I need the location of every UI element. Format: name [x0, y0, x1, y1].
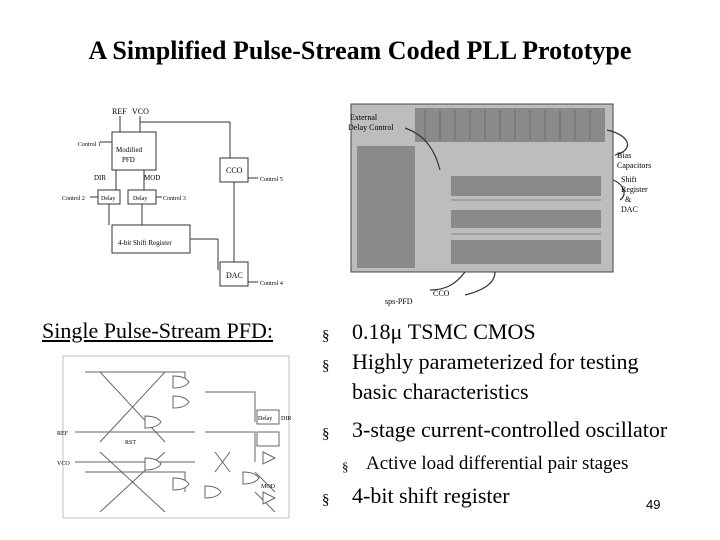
dac-label: DAC — [226, 271, 243, 280]
bullet-marker: § — [342, 459, 349, 474]
control3-label: Control 3 — [163, 196, 186, 202]
external-label: External — [350, 113, 378, 122]
pfd-delay-label: Delay — [258, 416, 273, 422]
dac-chip-label: DAC — [621, 205, 638, 214]
bullet-marker: § — [322, 426, 330, 442]
bullet-text: 3-stage current-controlled oscillator — [352, 417, 668, 442]
bullet-text: Highly parameterized for testing — [352, 349, 639, 374]
bias-label: Bias — [617, 151, 632, 160]
vco-label: VCO — [132, 107, 149, 116]
register-label: Register — [621, 185, 648, 194]
shift-label: Shift — [621, 175, 637, 184]
cco-label: CCO — [226, 166, 243, 175]
control1-label: Control 1 — [78, 142, 101, 148]
page-number: 49 — [646, 497, 661, 512]
mod-label: MOD — [144, 174, 161, 182]
pfd-rst-label: RST — [125, 440, 137, 446]
delay-a-label: Delay — [101, 196, 116, 202]
delay-control-label: Delay Control — [348, 123, 394, 132]
pfd-mod-label: MOD — [261, 484, 276, 490]
pfd-caption: Single Pulse-Stream PFD: — [42, 318, 274, 343]
dir-label: DIR — [94, 174, 107, 182]
bullet-marker: § — [322, 492, 330, 508]
chip-layout-image — [345, 100, 655, 310]
pfd-vco-label: VCO — [57, 461, 70, 467]
control5-label: Control 5 — [260, 177, 283, 183]
sub-bullet-text: Active load differential pair stages — [366, 453, 629, 474]
cco-chip-label: CCO — [433, 289, 450, 298]
delay-b-label: Delay — [133, 196, 148, 202]
pfd-ref-label: REF — [57, 431, 69, 437]
ref-label: REF — [112, 107, 127, 116]
modified-pfd-label: Modified — [116, 146, 143, 154]
control4-label: Control 4 — [260, 281, 283, 287]
bullet-text: 0.18μ TSMC CMOS — [352, 319, 536, 344]
bullet-marker: § — [322, 328, 330, 344]
bullet-marker: § — [322, 358, 330, 374]
bullet-text-continuation: basic characteristics — [352, 379, 529, 404]
ampersand-label: & — [625, 195, 632, 204]
control2-label: Control 2 — [62, 196, 85, 202]
slide-title: A Simplified Pulse-Stream Coded PLL Prototype — [88, 36, 632, 65]
bullet-text: 4-bit shift register — [352, 483, 510, 508]
pfd-schematic — [55, 352, 295, 522]
pll-block-diagram — [62, 100, 300, 300]
spspfd-label: sps-PFD — [385, 297, 413, 306]
capacitors-label: Capacitors — [617, 161, 652, 170]
pfd-label: PFD — [122, 156, 135, 164]
shift-register-label: 4-bit Shift Register — [118, 239, 172, 247]
pfd-dir-label: DIR — [281, 416, 292, 422]
